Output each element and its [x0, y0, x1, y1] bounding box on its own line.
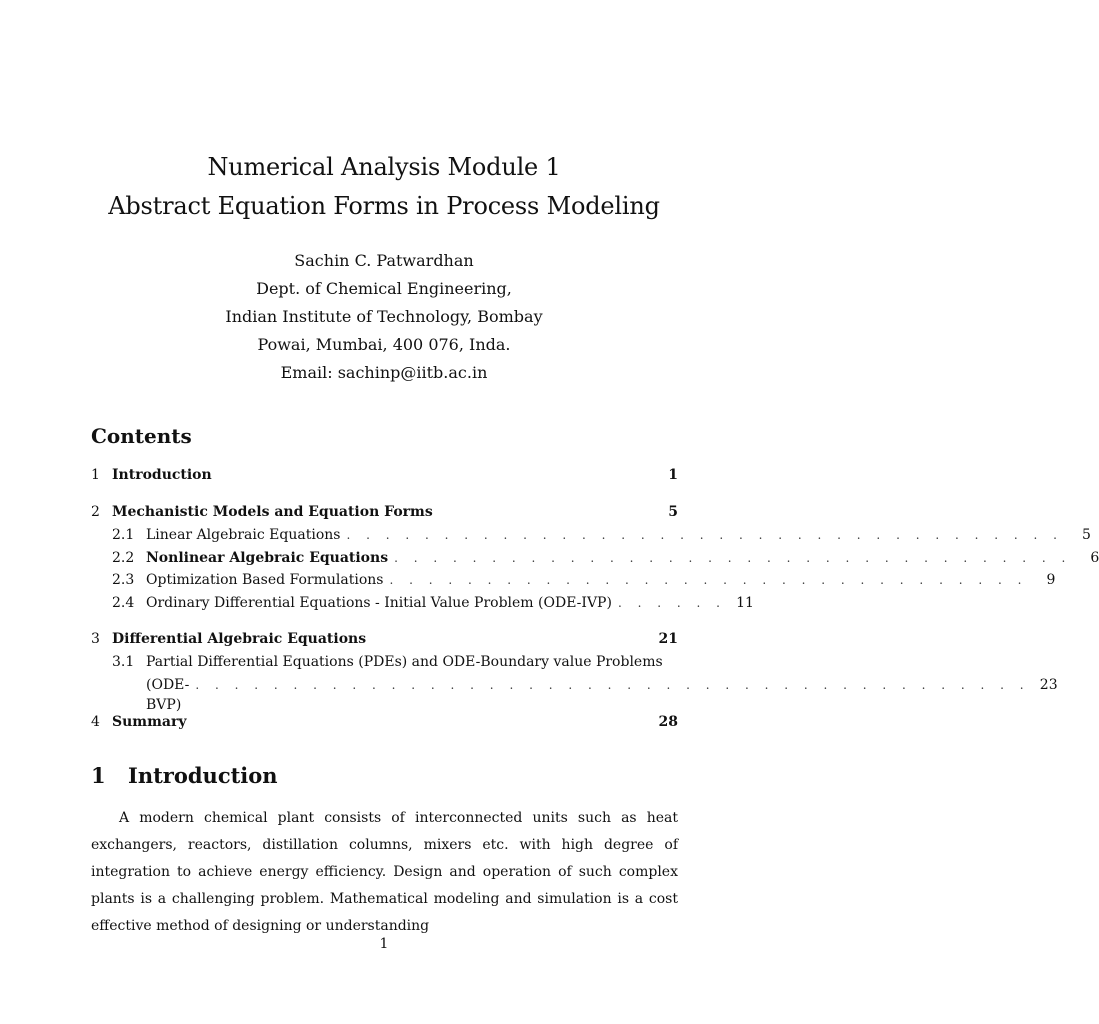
author-institute: Indian Institute of Technology, Bombay: [225, 307, 543, 326]
toc-number: 2.3: [112, 572, 135, 588]
toc-label: Introduction: [112, 467, 212, 483]
toc-leader-dots: . . . . . . . . . . . . . . . . . . . . . . . . . . . . . . . . .: [389, 573, 1028, 587]
toc-entry-optimization[interactable]: [112, 570, 1056, 590]
toc-entry-summary[interactable]: [91, 712, 678, 732]
document-title-line1: Numerical Analysis Module 1: [207, 153, 561, 181]
toc-leader-dots: . . . . . . . . . . . . . . . . . . . . . . . . . . . . . . . . . . . . . . . . . . .: [195, 678, 1030, 692]
toc-page-number: 5: [668, 504, 678, 520]
document-title-line2: Abstract Equation Forms in Process Modeling: [108, 192, 660, 220]
toc-label-continued: (ODE-BVP): [146, 677, 190, 713]
toc-number: 2.1: [112, 527, 135, 543]
toc-label: Optimization Based Formulations: [146, 572, 384, 588]
toc-entry-introduction[interactable]: [91, 465, 678, 485]
section-number: 1: [91, 763, 106, 788]
toc-leader-dots: . . . . . . . . . . . . . . . . . . . . . . . . . . . . . . . . . . .: [394, 551, 1072, 565]
toc-page-number: 1: [668, 467, 678, 483]
toc-page-number: 28: [658, 714, 678, 730]
toc-entry-pde-bvp[interactable]: [112, 652, 678, 672]
toc-label: Linear Algebraic Equations: [146, 527, 341, 543]
toc-entry-linear-algebraic[interactable]: [112, 525, 1091, 545]
author-name: Sachin C. Patwardhan: [294, 251, 474, 270]
toc-entry-pde-bvp-continued[interactable]: [146, 675, 1058, 713]
section-heading-introduction: [91, 763, 278, 788]
toc-number: 2.2: [112, 550, 135, 566]
toc-label: Partial Differential Equations (PDEs) and ODE-Boundary value Problems: [146, 654, 663, 670]
toc-entry-dae[interactable]: [91, 629, 678, 649]
toc-page-number: 9: [1046, 572, 1056, 588]
page-number: 1: [379, 936, 389, 952]
toc-leader-dots: . . . . . .: [617, 596, 726, 610]
toc-page-number: 6: [1090, 550, 1099, 566]
contents-heading: Contents: [91, 424, 192, 448]
section-title: Introduction: [128, 763, 278, 788]
toc-number: 1: [91, 467, 100, 483]
toc-label: Differential Algebraic Equations: [112, 631, 367, 647]
author-address: Powai, Mumbai, 400 076, Inda.: [257, 335, 511, 354]
toc-page-number: 21: [658, 631, 678, 647]
toc-number: 2: [91, 504, 100, 520]
toc-page-number: 5: [1082, 527, 1091, 543]
toc-label: Mechanistic Models and Equation Forms: [112, 504, 433, 520]
toc-entry-nonlinear-algebraic[interactable]: [112, 548, 1099, 568]
toc-leader-dots: . . . . . . . . . . . . . . . . . . . . . . . . . . . . . . . . . . . . .: [346, 528, 1063, 542]
toc-page-number: 11: [736, 595, 754, 611]
toc-number: 2.4: [112, 595, 135, 611]
toc-number: 3: [91, 631, 100, 647]
toc-entry-mechanistic-models[interactable]: [91, 502, 678, 522]
author-dept: Dept. of Chemical Engineering,: [256, 279, 512, 298]
toc-label: Nonlinear Algebraic Equations: [146, 550, 389, 566]
toc-entry-ode-ivp[interactable]: [112, 593, 754, 613]
toc-number: 4: [91, 714, 100, 730]
toc-label: Summary: [112, 714, 187, 730]
toc-page-number: 23: [1039, 677, 1058, 693]
body-paragraph: A modern chemical plant consists of interconnected units such as heat exchangers, reactors, distillation columns, mixers etc. with high degree of integration to achieve energy efficiency. Design and operation of such complex plants is a challenging problem. Mathematical modeling and simulation is a cost effective method of designing or understanding: [91, 810, 678, 934]
author-email: Email: sachinp@iitb.ac.in: [280, 363, 488, 382]
toc-number: 3.1: [112, 654, 135, 670]
toc-label: Ordinary Differential Equations - Initial Value Problem (ODE-IVP): [146, 595, 612, 611]
